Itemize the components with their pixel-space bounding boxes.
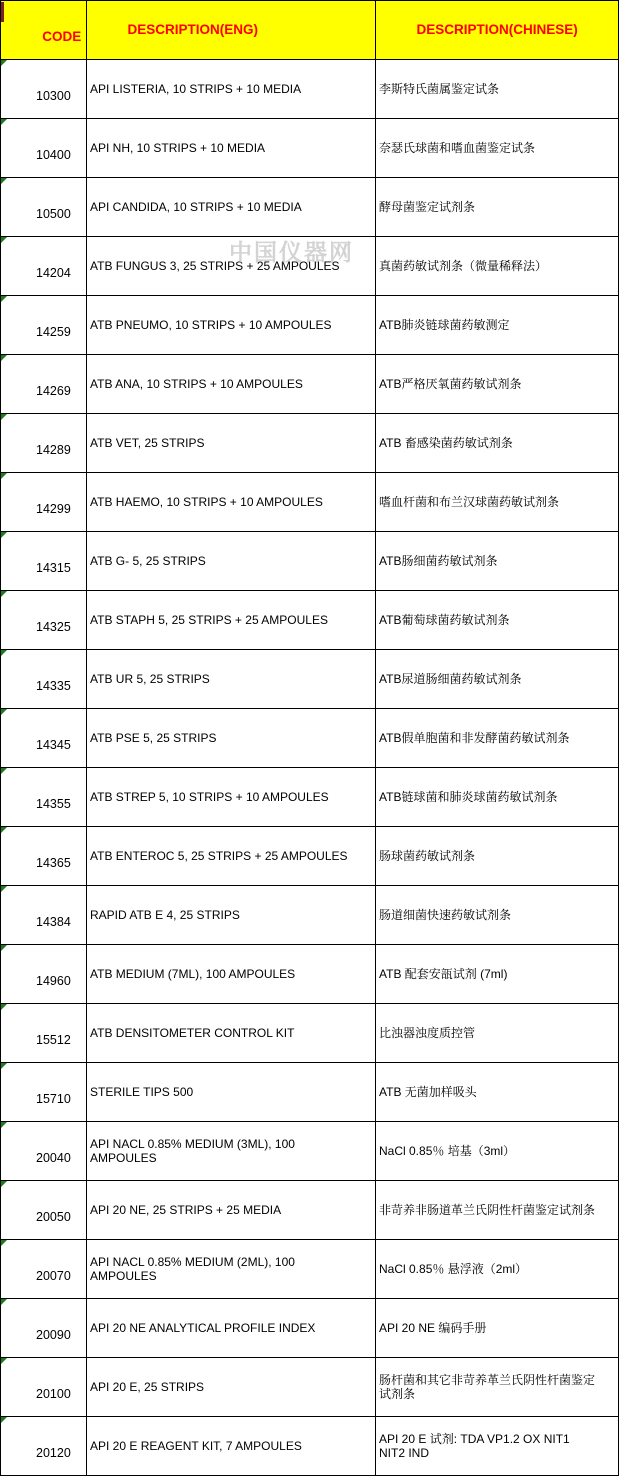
table-body <box>1 60 619 1476</box>
description-chinese-cell[interactable]: NaCl 0.85％ 培基（3ml） <box>376 1122 619 1181</box>
code-cell[interactable] <box>1 709 87 768</box>
code-value: 20100 <box>36 1387 71 1401</box>
table-row <box>1 296 619 355</box>
description-eng-cell[interactable]: API 20 NE ANALYTICAL PROFILE INDEX <box>87 1299 376 1358</box>
description-chinese-cell[interactable]: 非苛养非肠道革兰氏阴性杆菌鉴定试剂条 <box>376 1181 619 1240</box>
table-row <box>1 414 619 473</box>
table-row <box>1 60 619 119</box>
error-indicator-icon <box>1 1240 7 1246</box>
table-row <box>1 1181 619 1240</box>
error-indicator-icon <box>1 60 7 66</box>
table-row <box>1 768 619 827</box>
table-row <box>1 1004 619 1063</box>
code-value: 14259 <box>36 325 71 339</box>
description-eng-cell[interactable]: ATB FUNGUS 3, 25 STRIPS + 25 AMPOULES <box>87 237 376 296</box>
description-chinese-cell[interactable]: API 20 NE 编码手册 <box>376 1299 619 1358</box>
code-value: 20050 <box>36 1210 71 1224</box>
description-chinese-cell[interactable]: 肠道细菌快速药敏试剂条 <box>376 886 619 945</box>
description-chinese-cell[interactable]: 奈瑟氏球菌和嗜血菌鉴定试条 <box>376 119 619 178</box>
table-row <box>1 119 619 178</box>
code-value: 15512 <box>36 1033 71 1047</box>
code-value: 14384 <box>36 915 71 929</box>
code-value: 14269 <box>36 384 71 398</box>
description-eng-cell[interactable]: API 20 E REAGENT KIT, 7 AMPOULES <box>87 1417 376 1476</box>
code-value: 14315 <box>36 561 71 575</box>
description-chinese-cell[interactable]: ATB葡萄球菌药敏试剂条 <box>376 591 619 650</box>
error-indicator-icon <box>1 945 7 951</box>
table-row <box>1 237 619 296</box>
error-indicator-icon <box>1 296 7 302</box>
error-indicator-icon <box>1 414 7 420</box>
description-chinese-cell[interactable]: ATB链球菌和肺炎球菌药敏试剂条 <box>376 768 619 827</box>
description-chinese-cell[interactable]: ATB 畜感染菌药敏试剂条 <box>376 414 619 473</box>
description-eng-cell[interactable]: ATB STAPH 5, 25 STRIPS + 25 AMPOULES <box>87 591 376 650</box>
description-eng-cell[interactable]: ATB STREP 5, 10 STRIPS + 10 AMPOULES <box>87 768 376 827</box>
description-eng-cell[interactable]: API 20 E, 25 STRIPS <box>87 1358 376 1417</box>
column-header-eng-label: DESCRIPTION(ENG) <box>127 22 259 37</box>
code-value: 20040 <box>36 1151 71 1165</box>
code-cell[interactable] <box>1 178 87 237</box>
description-eng-cell[interactable]: ATB VET, 25 STRIPS <box>87 414 376 473</box>
column-header-description-chinese[interactable] <box>376 1 619 60</box>
code-cell[interactable] <box>1 1417 87 1476</box>
description-chinese-cell[interactable]: ATB 配套安瓿试剂 (7ml) <box>376 945 619 1004</box>
error-indicator-icon <box>1 709 7 715</box>
code-value: 14365 <box>36 856 71 870</box>
code-value: 14335 <box>36 679 71 693</box>
error-indicator-icon <box>1 119 7 125</box>
description-chinese-cell[interactable]: ATB 无菌加样吸头 <box>376 1063 619 1122</box>
error-indicator-icon <box>1 1122 7 1128</box>
description-chinese-cell[interactable]: API 20 E 试剂: TDA VP1.2 OX NIT1 NIT2 IND <box>376 1417 619 1476</box>
description-eng-cell[interactable]: ATB PNEUMO, 10 STRIPS + 10 AMPOULES <box>87 296 376 355</box>
code-cell[interactable] <box>1 532 87 591</box>
error-indicator-icon <box>1 1299 7 1305</box>
code-value: 14355 <box>36 797 71 811</box>
description-eng-cell[interactable]: ATB PSE 5, 25 STRIPS <box>87 709 376 768</box>
code-cell[interactable] <box>1 886 87 945</box>
description-chinese-cell[interactable]: 肠球菌药敏试剂条 <box>376 827 619 886</box>
error-indicator-icon <box>1 473 7 479</box>
code-cell[interactable] <box>1 473 87 532</box>
description-eng-cell[interactable]: API NACL 0.85% MEDIUM (2ML), 100 AMPOULES <box>87 1240 376 1299</box>
table-row <box>1 1063 619 1122</box>
error-indicator-icon <box>1 650 7 656</box>
description-chinese-cell[interactable]: ATB尿道肠细菌药敏试剂条 <box>376 650 619 709</box>
table-row <box>1 591 619 650</box>
code-cell[interactable] <box>1 1063 87 1122</box>
code-value: 14325 <box>36 620 71 634</box>
error-indicator-icon <box>1 591 7 597</box>
description-chinese-cell[interactable]: ATB肺炎链球菌药敏测定 <box>376 296 619 355</box>
code-value: 20090 <box>36 1328 71 1342</box>
column-header-description-eng[interactable] <box>87 1 376 60</box>
error-indicator-icon <box>1 886 7 892</box>
description-eng-cell[interactable]: ATB HAEMO, 10 STRIPS + 10 AMPOULES <box>87 473 376 532</box>
description-chinese-cell[interactable]: ATB假单胞菌和非发酵菌药敏试剂条 <box>376 709 619 768</box>
code-cell[interactable] <box>1 1299 87 1358</box>
code-cell[interactable] <box>1 1004 87 1063</box>
table-row <box>1 945 619 1004</box>
description-chinese-cell[interactable]: 嗜血杆菌和布兰汉球菌药敏试剂条 <box>376 473 619 532</box>
table-row <box>1 355 619 414</box>
code-cell[interactable] <box>1 591 87 650</box>
error-indicator-icon <box>1 355 7 361</box>
code-cell[interactable] <box>1 945 87 1004</box>
description-eng-cell[interactable]: ATB DENSITOMETER CONTROL KIT <box>87 1004 376 1063</box>
header-corner-mark-icon <box>1 2 4 22</box>
description-chinese-cell[interactable]: 李斯特氏菌属鉴定试条 <box>376 60 619 119</box>
column-header-code-label: CODE <box>42 29 82 44</box>
error-indicator-icon <box>1 827 7 833</box>
description-chinese-cell[interactable]: 真菌药敏试剂条（微量稀释法） <box>376 237 619 296</box>
table-row <box>1 709 619 768</box>
site-watermark: 中国仪器网 <box>229 239 354 265</box>
table-row <box>1 532 619 591</box>
code-value: 10500 <box>36 207 71 221</box>
error-indicator-icon <box>1 1063 7 1069</box>
code-value: 10400 <box>36 148 71 162</box>
description-eng-cell[interactable]: ATB UR 5, 25 STRIPS <box>87 650 376 709</box>
column-header-code[interactable] <box>1 1 87 60</box>
description-eng-cell[interactable]: ATB ANA, 10 STRIPS + 10 AMPOULES <box>87 355 376 414</box>
description-eng-cell[interactable]: RAPID ATB E 4, 25 STRIPS <box>87 886 376 945</box>
description-chinese-cell[interactable]: 酵母菌鉴定试剂条 <box>376 178 619 237</box>
code-cell[interactable] <box>1 1240 87 1299</box>
description-eng-cell[interactable]: STERILE TIPS 500 <box>87 1063 376 1122</box>
description-eng-cell[interactable]: API NH, 10 STRIPS + 10 MEDIA <box>87 119 376 178</box>
description-eng-cell[interactable]: API NACL 0.85% MEDIUM (3ML), 100 AMPOULES <box>87 1122 376 1181</box>
table-row <box>1 886 619 945</box>
code-cell[interactable] <box>1 414 87 473</box>
table-row <box>1 1417 619 1476</box>
code-cell[interactable] <box>1 768 87 827</box>
table-row <box>1 1122 619 1181</box>
table-row <box>1 1240 619 1299</box>
code-cell[interactable] <box>1 650 87 709</box>
code-value: 20120 <box>36 1446 71 1460</box>
table-row <box>1 178 619 237</box>
description-chinese-cell[interactable]: NaCl 0.85％ 悬浮液（2ml） <box>376 1240 619 1299</box>
code-value: 14345 <box>36 738 71 752</box>
code-value: 20070 <box>36 1269 71 1283</box>
header-row <box>1 1 619 60</box>
code-cell[interactable] <box>1 296 87 355</box>
description-eng-cell[interactable]: ATB ENTEROC 5, 25 STRIPS + 25 AMPOULES <box>87 827 376 886</box>
code-cell[interactable] <box>1 355 87 414</box>
description-eng-cell[interactable]: API 20 NE, 25 STRIPS + 25 MEDIA <box>87 1181 376 1240</box>
table-row <box>1 1299 619 1358</box>
code-cell[interactable] <box>1 1358 87 1417</box>
error-indicator-icon <box>1 532 7 538</box>
description-eng-cell[interactable]: API LISTERIA, 10 STRIPS + 10 MEDIA <box>87 60 376 119</box>
error-indicator-icon <box>1 1181 7 1187</box>
error-indicator-icon <box>1 237 7 243</box>
error-indicator-icon <box>1 1358 7 1364</box>
code-cell[interactable] <box>1 60 87 119</box>
code-value: 14204 <box>36 266 71 280</box>
description-eng-cell[interactable]: ATB MEDIUM (7ML), 100 AMPOULES <box>87 945 376 1004</box>
error-indicator-icon <box>1 1004 7 1010</box>
code-cell[interactable] <box>1 1181 87 1240</box>
error-indicator-icon <box>1 1417 7 1423</box>
code-cell[interactable] <box>1 827 87 886</box>
description-chinese-cell[interactable]: 比浊器浊度质控管 <box>376 1004 619 1063</box>
code-value: 10300 <box>36 89 71 103</box>
description-eng-cell[interactable]: ATB G- 5, 25 STRIPS <box>87 532 376 591</box>
description-eng-cell[interactable]: API CANDIDA, 10 STRIPS + 10 MEDIA <box>87 178 376 237</box>
code-value: 15710 <box>36 1092 71 1106</box>
table-row <box>1 650 619 709</box>
description-chinese-cell[interactable]: ATB肠细菌药敏试剂条 <box>376 532 619 591</box>
code-value: 14289 <box>36 443 71 457</box>
error-indicator-icon <box>1 178 7 184</box>
column-header-chinese-label: DESCRIPTION(CHINESE) <box>416 22 578 37</box>
table-row <box>1 1358 619 1417</box>
error-indicator-icon <box>1 768 7 774</box>
code-cell[interactable] <box>1 1122 87 1181</box>
table-row <box>1 827 619 886</box>
code-cell[interactable] <box>1 237 87 296</box>
code-cell[interactable] <box>1 119 87 178</box>
code-value: 14960 <box>36 974 71 988</box>
code-value: 14299 <box>36 502 71 516</box>
description-chinese-cell[interactable]: 肠杆菌和其它非苛养革兰氏阴性杆菌鉴定 试剂条 <box>376 1358 619 1417</box>
table-row <box>1 473 619 532</box>
description-chinese-cell[interactable]: ATB严格厌氧菌药敏试剂条 <box>376 355 619 414</box>
